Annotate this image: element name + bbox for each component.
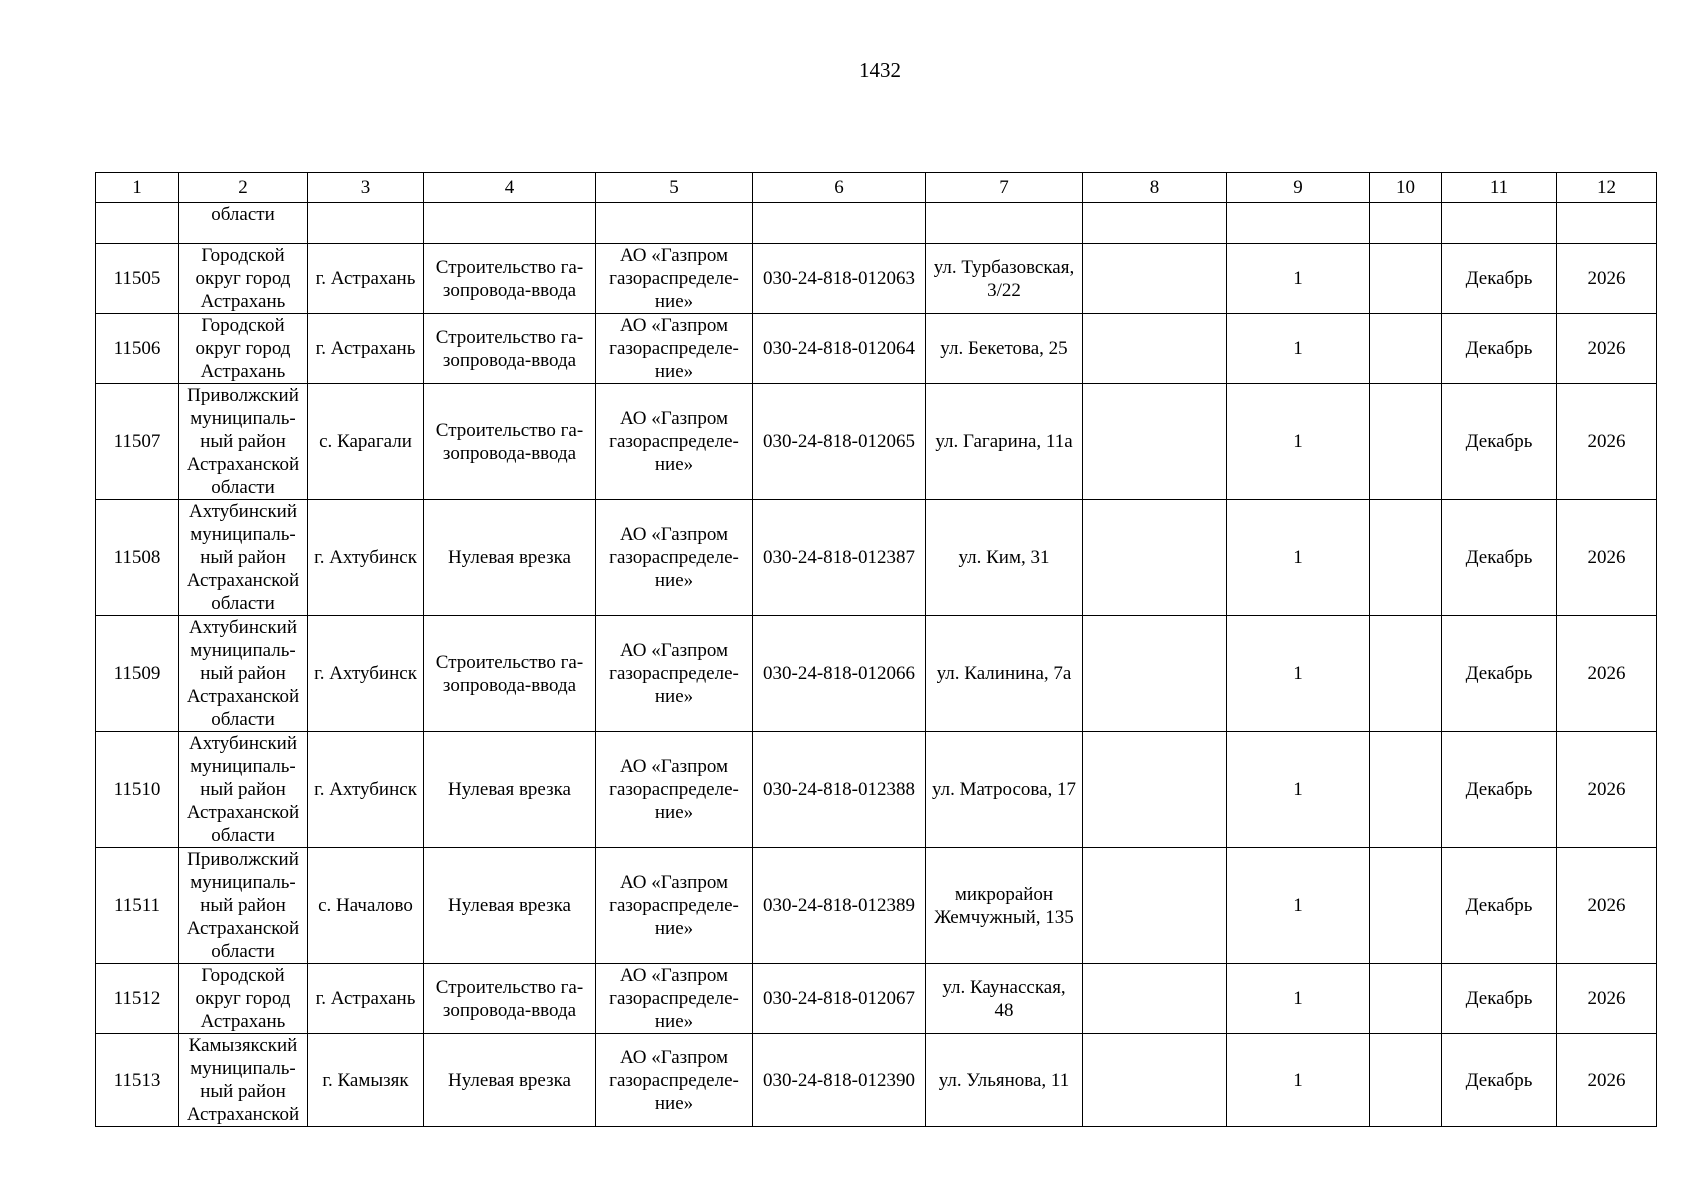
- organization-cell: [596, 848, 753, 964]
- row-number: 11511: [96, 848, 179, 964]
- address-cell-line: микрорайон: [954, 883, 1054, 905]
- organization-cell: [596, 500, 753, 616]
- address-cell-line: ул. Гагарина, 11а: [935, 431, 1073, 452]
- district-cell-line: ный район: [200, 1081, 286, 1102]
- object-code-cell: 030-24-818-012065: [753, 384, 926, 500]
- table-row: [96, 848, 1657, 964]
- work-type-cell-line: Нулевая врезка: [448, 779, 571, 800]
- column-10-cell: [1370, 732, 1442, 848]
- address-cell-line: 48: [994, 999, 1014, 1021]
- work-type-cell: [424, 314, 596, 384]
- district-cell-line: Астраханской: [186, 570, 300, 591]
- organization-cell-line: газораспределе-: [609, 779, 739, 800]
- district-cell-line: муниципаль-: [190, 1058, 296, 1079]
- address-cell-line: 3/22: [987, 279, 1021, 301]
- table-body: [96, 244, 1657, 1127]
- work-type-cell-line: зопровода-ввода: [442, 674, 577, 696]
- organization-cell-line: газораспределе-: [609, 431, 739, 452]
- organization-cell: [596, 616, 753, 732]
- address-cell-line: ул. Каунасская,: [942, 976, 1066, 998]
- organization-cell: [596, 244, 753, 314]
- organization-cell-line: газораспределе-: [609, 268, 739, 289]
- table-row: [96, 500, 1657, 616]
- address-cell-line: ул. Ким, 31: [958, 547, 1050, 568]
- district-cell-line: области: [211, 941, 275, 962]
- locality-cell: г. Астрахань: [308, 964, 424, 1034]
- district-cell-line: Астрахань: [200, 291, 286, 312]
- organization-cell-line: ние»: [654, 802, 694, 823]
- col-header-5: 5: [596, 173, 753, 203]
- district-cell-line: Астраханской: [186, 686, 300, 707]
- cell-empty: [1083, 203, 1227, 244]
- object-code-cell: 030-24-818-012390: [753, 1034, 926, 1127]
- organization-cell-line: АО «Газпром: [619, 640, 729, 661]
- locality-cell: г. Ахтубинск: [308, 500, 424, 616]
- address-cell-line: ул. Турбазовская,: [933, 256, 1075, 278]
- object-code-cell: 030-24-818-012387: [753, 500, 926, 616]
- locality-cell: с. Началово: [308, 848, 424, 964]
- object-code-cell: 030-24-818-012389: [753, 848, 926, 964]
- district-cell-line: ный район: [200, 547, 286, 568]
- column-10-cell: [1370, 314, 1442, 384]
- col-header-3: 3: [308, 173, 424, 203]
- organization-cell-line: АО «Газпром: [619, 965, 729, 986]
- district-cell-line: округ город: [195, 268, 291, 289]
- cell-empty: [596, 203, 753, 244]
- cell-empty: [96, 203, 179, 244]
- quantity-cell: 1: [1227, 848, 1370, 964]
- organization-cell-line: газораспределе-: [609, 988, 739, 1009]
- work-type-cell-line: Нулевая врезка: [448, 547, 571, 568]
- column-8-cell: [1083, 384, 1227, 500]
- work-type-cell-line: Строительство га-: [435, 419, 584, 441]
- district-cell: [179, 500, 308, 616]
- cell-empty: [1442, 203, 1557, 244]
- col-header-4: 4: [424, 173, 596, 203]
- district-cell: [179, 1034, 308, 1127]
- column-8-cell: [1083, 500, 1227, 616]
- work-type-cell-line: Строительство га-: [435, 326, 584, 348]
- work-type-cell-line: Строительство га-: [435, 256, 584, 278]
- district-cell-line: ный район: [200, 895, 286, 916]
- table-row: [96, 616, 1657, 732]
- district-cell-line: области: [211, 593, 275, 614]
- locality-cell: с. Карагали: [308, 384, 424, 500]
- row-number: 11510: [96, 732, 179, 848]
- address-cell: [926, 244, 1083, 314]
- month-cell: Декабрь: [1442, 244, 1557, 314]
- organization-cell-line: АО «Газпром: [619, 1046, 729, 1068]
- col-header-10: 10: [1370, 173, 1442, 203]
- col-header-2: 2: [179, 173, 308, 203]
- work-type-cell: [424, 616, 596, 732]
- district-cell-line: Городской: [201, 245, 285, 266]
- year-cell: 2026: [1557, 732, 1657, 848]
- work-type-cell: [424, 384, 596, 500]
- district-cell-line: Астрахань: [200, 361, 286, 382]
- organization-cell-line: газораспределе-: [609, 1069, 739, 1091]
- work-type-cell: [424, 500, 596, 616]
- address-cell: [926, 732, 1083, 848]
- object-code-cell: 030-24-818-012063: [753, 244, 926, 314]
- page-number: 1432: [859, 58, 901, 82]
- table-row: [96, 314, 1657, 384]
- locality-cell: г. Ахтубинск: [308, 732, 424, 848]
- year-cell: 2026: [1557, 500, 1657, 616]
- continuation-row: [96, 203, 1657, 244]
- district-cell-line: Астраханской: [186, 918, 300, 939]
- cell-empty: [1227, 203, 1370, 244]
- address-cell-line: ул. Матросова, 17: [931, 779, 1077, 800]
- district-cell-line: области: [211, 477, 275, 498]
- cell-empty: [1370, 203, 1442, 244]
- col-header-7: 7: [926, 173, 1083, 203]
- locality-cell: г. Астрахань: [308, 244, 424, 314]
- address-cell: [926, 616, 1083, 732]
- quantity-cell: 1: [1227, 384, 1370, 500]
- district-cell-line: ный район: [200, 663, 286, 684]
- address-cell: [926, 384, 1083, 500]
- address-cell: [926, 1034, 1083, 1127]
- object-code-cell: 030-24-818-012067: [753, 964, 926, 1034]
- organization-cell: [596, 314, 753, 384]
- work-type-cell-line: Строительство га-: [435, 976, 584, 998]
- organization-cell-line: ние»: [654, 1011, 694, 1032]
- district-cell-line: области: [211, 825, 275, 846]
- column-10-cell: [1370, 616, 1442, 732]
- address-cell-line: Жемчужный, 135: [934, 906, 1074, 928]
- column-number-row: [96, 173, 1657, 203]
- address-cell: [926, 500, 1083, 616]
- work-type-cell-line: зопровода-ввода: [442, 999, 577, 1021]
- district-cell-line: Ахтубинский: [188, 501, 298, 522]
- district-cell-line: ный район: [200, 779, 286, 800]
- organization-cell-line: ние»: [654, 291, 694, 312]
- district-cell-line: муниципаль-: [190, 640, 296, 661]
- district-cell: [179, 244, 308, 314]
- district-cell: [179, 384, 308, 500]
- organization-cell-line: ние»: [654, 1092, 694, 1114]
- work-type-cell: [424, 732, 596, 848]
- district-cell-line: Городской: [201, 965, 285, 986]
- work-type-cell: [424, 848, 596, 964]
- district-cell-line: Приволжский: [187, 385, 299, 406]
- col-header-12: 12: [1557, 173, 1657, 203]
- work-type-cell-line: Нулевая врезка: [448, 895, 571, 916]
- organization-cell-line: АО «Газпром: [619, 315, 729, 336]
- locality-cell: г. Астрахань: [308, 314, 424, 384]
- organization-cell-line: АО «Газпром: [619, 524, 729, 545]
- quantity-cell: 1: [1227, 964, 1370, 1034]
- work-type-cell-line: Нулевая врезка: [448, 1069, 571, 1091]
- month-cell: Декабрь: [1442, 500, 1557, 616]
- month-cell: Декабрь: [1442, 384, 1557, 500]
- col-header-8: 8: [1083, 173, 1227, 203]
- cell-empty: [1557, 203, 1657, 244]
- district-cell-line: Астраханской: [186, 454, 300, 475]
- column-10-cell: [1370, 244, 1442, 314]
- row-number: 11512: [96, 964, 179, 1034]
- column-8-cell: [1083, 616, 1227, 732]
- year-cell: 2026: [1557, 244, 1657, 314]
- col-header-6: 6: [753, 173, 926, 203]
- year-cell: 2026: [1557, 964, 1657, 1034]
- district-cell-line: Городской: [201, 315, 285, 336]
- quantity-cell: 1: [1227, 500, 1370, 616]
- organization-cell-line: газораспределе-: [609, 338, 739, 359]
- organization-cell: [596, 964, 753, 1034]
- work-type-cell-line: зопровода-ввода: [442, 349, 577, 371]
- organization-cell: [596, 732, 753, 848]
- district-cell-line: Астраханской: [186, 1104, 300, 1125]
- address-cell-line: ул. Ульянова, 11: [938, 1069, 1070, 1091]
- year-cell: 2026: [1557, 314, 1657, 384]
- organization-cell-line: ние»: [654, 570, 694, 591]
- row-number: 11506: [96, 314, 179, 384]
- work-type-cell-line: Строительство га-: [435, 651, 584, 673]
- district-cell: [179, 732, 308, 848]
- address-cell: [926, 964, 1083, 1034]
- quantity-cell: 1: [1227, 314, 1370, 384]
- district-cell-line: Камызякский: [188, 1035, 298, 1056]
- district-cell-line: области: [211, 709, 275, 730]
- column-10-cell: [1370, 848, 1442, 964]
- district-cell: [179, 314, 308, 384]
- work-type-cell: [424, 1034, 596, 1127]
- quantity-cell: 1: [1227, 732, 1370, 848]
- district-cell-line: Ахтубинский: [188, 617, 298, 638]
- district-cell-line: Ахтубинский: [188, 733, 298, 754]
- year-cell: 2026: [1557, 616, 1657, 732]
- district-cell-line: муниципаль-: [190, 872, 296, 893]
- address-cell-line: ул. Бекетова, 25: [940, 338, 1068, 359]
- address-cell: [926, 314, 1083, 384]
- row-number: 11507: [96, 384, 179, 500]
- district-cell-line: округ город: [195, 338, 291, 359]
- quantity-cell: 1: [1227, 616, 1370, 732]
- work-type-cell: [424, 244, 596, 314]
- data-table: [95, 172, 1657, 1127]
- district-cell-line: Астрахань: [200, 1011, 286, 1032]
- object-code-cell: 030-24-818-012066: [753, 616, 926, 732]
- organization-cell-line: газораспределе-: [609, 547, 739, 568]
- district-cell-line: Приволжский: [187, 849, 299, 870]
- district-cell-line: муниципаль-: [190, 524, 296, 545]
- address-cell: [926, 848, 1083, 964]
- table-row: [96, 384, 1657, 500]
- table-row: [96, 964, 1657, 1034]
- district-cell-line: округ город: [195, 988, 291, 1009]
- district-cell-line: ный район: [200, 431, 286, 452]
- column-10-cell: [1370, 384, 1442, 500]
- organization-cell-line: АО «Газпром: [619, 245, 729, 266]
- work-type-cell: [424, 964, 596, 1034]
- column-10-cell: [1370, 500, 1442, 616]
- organization-cell-line: АО «Газпром: [619, 872, 729, 893]
- month-cell: Декабрь: [1442, 314, 1557, 384]
- row-number: 11508: [96, 500, 179, 616]
- table-row: [96, 732, 1657, 848]
- work-type-cell-line: зопровода-ввода: [442, 442, 577, 464]
- year-cell: 2026: [1557, 384, 1657, 500]
- cell-empty: [926, 203, 1083, 244]
- col-header-9: 9: [1227, 173, 1370, 203]
- district-cell: [179, 616, 308, 732]
- year-cell: 2026: [1557, 848, 1657, 964]
- row-number: 11505: [96, 244, 179, 314]
- organization-cell-line: ние»: [654, 918, 694, 939]
- locality-cell: г. Ахтубинск: [308, 616, 424, 732]
- organization-cell-line: ние»: [654, 454, 694, 475]
- month-cell: Декабрь: [1442, 848, 1557, 964]
- row-number: 11509: [96, 616, 179, 732]
- organization-cell: [596, 1034, 753, 1127]
- col-header-1: 1: [96, 173, 179, 203]
- column-8-cell: [1083, 1034, 1227, 1127]
- organization-cell-line: АО «Газпром: [619, 756, 729, 777]
- cell-empty: [308, 203, 424, 244]
- work-type-cell-line: зопровода-ввода: [442, 279, 577, 301]
- col-header-11: 11: [1442, 173, 1557, 203]
- table-row: [96, 244, 1657, 314]
- table-row: [96, 1034, 1657, 1127]
- cell-empty: [424, 203, 596, 244]
- district-cell-line: муниципаль-: [190, 408, 296, 429]
- quantity-cell: 1: [1227, 1034, 1370, 1127]
- month-cell: Декабрь: [1442, 616, 1557, 732]
- district-cell-line: Астраханской: [186, 802, 300, 823]
- district-cell: [179, 964, 308, 1034]
- organization-cell-line: газораспределе-: [609, 663, 739, 684]
- column-10-cell: [1370, 1034, 1442, 1127]
- object-code-cell: 030-24-818-012388: [753, 732, 926, 848]
- row-number: 11513: [96, 1034, 179, 1127]
- organization-cell-line: ние»: [654, 686, 694, 707]
- district-cell-line: муниципаль-: [190, 756, 296, 777]
- month-cell: Декабрь: [1442, 732, 1557, 848]
- column-8-cell: [1083, 964, 1227, 1034]
- column-10-cell: [1370, 964, 1442, 1034]
- address-cell-line: ул. Калинина, 7а: [936, 663, 1072, 684]
- cell-empty: [753, 203, 926, 244]
- district-cell: [179, 848, 308, 964]
- column-8-cell: [1083, 314, 1227, 384]
- object-code-cell: 030-24-818-012064: [753, 314, 926, 384]
- month-cell: Декабрь: [1442, 1034, 1557, 1127]
- continuation-district: области: [179, 203, 308, 244]
- organization-cell-line: газораспределе-: [609, 895, 739, 916]
- month-cell: Декабрь: [1442, 964, 1557, 1034]
- column-8-cell: [1083, 848, 1227, 964]
- locality-cell: г. Камызяк: [308, 1034, 424, 1127]
- column-8-cell: [1083, 244, 1227, 314]
- quantity-cell: 1: [1227, 244, 1370, 314]
- organization-cell-line: АО «Газпром: [619, 408, 729, 429]
- column-8-cell: [1083, 732, 1227, 848]
- organization-cell: [596, 384, 753, 500]
- year-cell: 2026: [1557, 1034, 1657, 1127]
- organization-cell-line: ние»: [654, 361, 694, 382]
